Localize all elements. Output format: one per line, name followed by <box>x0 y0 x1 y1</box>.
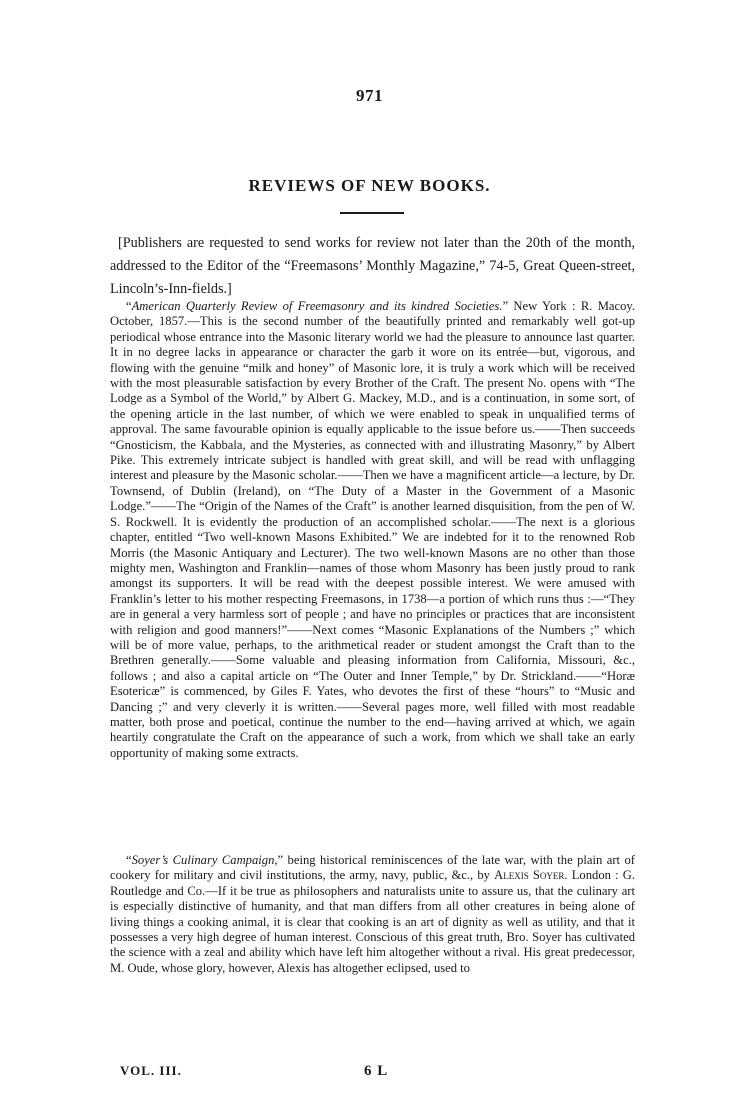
review-text: New York : R. Macoy. October, 1857.—This is the second number of the beautifully printed and remarkably well got-up periodical whose entrance into the Masonic literary world we had the pleasure to announce last quarter. It in no degree lacks in appearance or character the garb it wore on its entrée—but, vigorous, and flowing with the genuine “milk and honey” of Masonic lore, it is truly a work which will be received with the most pleasurable satisfaction by every Brother of the Craft. The present No. opens with “The Lodge as a Symbol of the World,” by Albert G. Mackey, M.D., and is a continuation, in some sort, of the opening article in the last number, of which we were enabled to speak in unqualified terms of approval. The same favourable opinion is equally applicable to the issue before us.——Then succeeds “Gnosticism, the Kabbala, and the Mysteries, as connected with and illustrating Masonry,” by Albert Pike. This extremely intricate subject is handled with great skill, and will be read with unflagging interest and pleasure by the Masonic scholar.——Then we have a magnificent article—a lecture, by Dr. Townsend, of Dublin (Ireland), on “The Duty of a Master in the Government of a Masonic Lodge.”——The “Origin of the Names of the Craft” is another learned disquisition, from the pen of W. S. Rockwell. It is evidently the production of an accomplished scholar.——The next is a glorious chapter, entitled “Two well-known Masons Exhibited.” We are indebted for it to the renowned Rob Morris (the Masonic Antiquary and Lecturer). The two well-known Masons are no other than those mighty men, Washington and Franklin—names of those whom Masonry has been justly proud to rank amongst its supporters. It will be read with the deepest possible interest. We were amused with Franklin’s letter to his mother respecting Freemasons, in 1738—a portion of which runs thus :—“They are in general a very harmless sort of people ; and have no principles or practices that are inconsistent with religion and good manners!”——Next comes “Masonic Explanations of the Numbers ;” which will be of more value, perhaps, to the arithmetical reader or student amongst the Craft than to the Brethren generally.——Some valuable and pleasing information from California, Missouri, &c., follows ; and also a capital article on “The Outer and Inner Temple,” by Dr. Strickland.——“Horæ Esotericæ” is commenced, by Giles F. Yates, who devotes the first of these “hours” to “Music and Dancing ;” and very cleverly it is written.——Several pages more, well filled with most readable matter, both prose and poetical, continue the number to the end—having arrived at which, we again heartily congratulate the Craft on the appearance of such a work, from which we shall take an early opportunity of making some extracts. <box>110 299 636 760</box>
signature-mark: 6 L <box>364 1063 389 1079</box>
review-open-quote: “ <box>126 853 132 867</box>
review-american-quarterly <box>110 299 635 761</box>
review-text-continued: London : G. Routledge and Co.—If it be true as philosophers and naturalists unite to assure us, that the culinary art is especially distinctive of humanity, and that man differs from all other creatures in being alone of living things a cooking animal, it is clear that cooking is an art of dignity as well as utility, and that it possesses a very high degree of human interest. Conscious of this great truth, Bro. Soyer has cultivated the science with a zeal and ability which have left him altogether without a rival. His great predecessor, M. Oude, whose glory, however, Alexis has altogether eclipsed, used to <box>110 868 635 975</box>
review-book-title: American Quarterly Review of Freemasonry and its kindred Societies. <box>131 299 503 313</box>
review-author: Alexis Soyer. <box>494 868 568 883</box>
review-paragraph <box>110 299 635 761</box>
review-book-title: Soyer’s Culinary Campaign, <box>131 853 278 867</box>
review-close-quote: ” <box>277 853 284 867</box>
page-number: 971 <box>356 86 383 105</box>
volume-label: VOL. III. <box>120 1063 182 1078</box>
review-open-quote: “ <box>126 299 132 313</box>
publishers-notice: [Publishers are requested to send works for review not later than the 20th of the month, addressed to the Editor of the “Freemasons’ Monthly Magazine,” 74-5, Great Queen-street, Lincoln’s-Inn-fields.] <box>110 235 635 297</box>
review-text: being historical reminiscences of the late war, with the plain art of cookery for military and civil institutions, the army, navy, public, &c., by <box>110 853 635 883</box>
review-paragraph <box>110 853 635 976</box>
title-rule <box>340 212 404 214</box>
review-close-quote: ” <box>502 299 509 313</box>
review-soyers-culinary-campaign <box>110 853 635 976</box>
section-title: REVIEWS OF NEW BOOKS. <box>248 176 491 195</box>
